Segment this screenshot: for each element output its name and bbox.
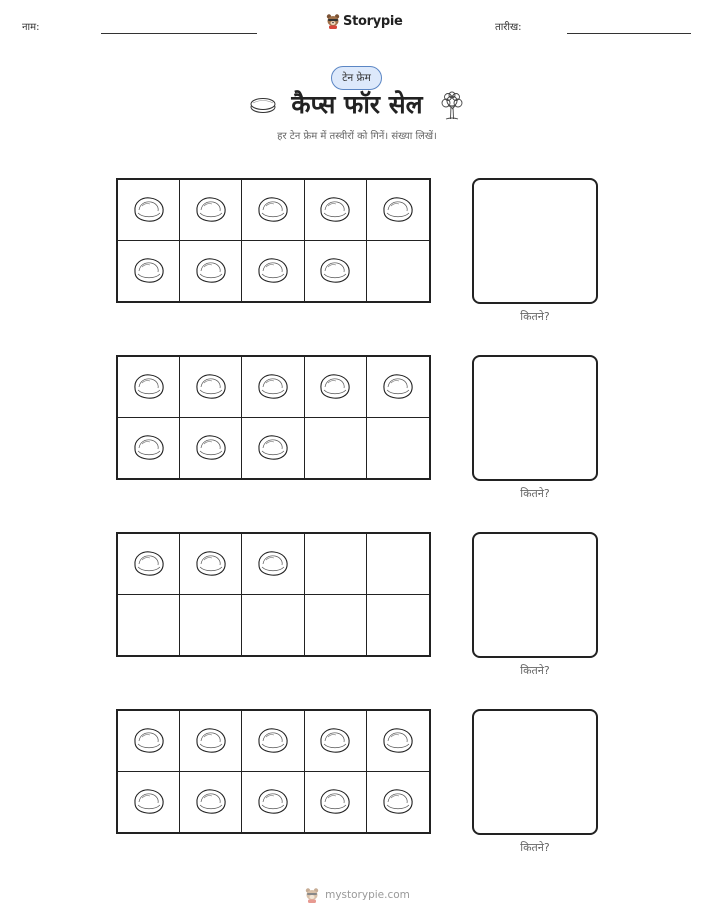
cap-illustration — [317, 786, 353, 818]
ten-frame-cell — [367, 180, 429, 241]
ten-frame-cell — [180, 357, 242, 418]
cap-illustration — [255, 371, 291, 403]
cap-illustration — [255, 255, 291, 287]
cap-illustration — [317, 255, 353, 287]
tree-icon — [436, 91, 468, 123]
ten-frame-cell — [242, 241, 304, 302]
cap-illustration — [193, 786, 229, 818]
ten-frame-4 — [116, 709, 431, 834]
ten-frame-cell — [242, 595, 304, 656]
ten-frame-cell — [305, 180, 367, 241]
cap-illustration — [131, 194, 167, 226]
ten-frame-cell — [242, 711, 304, 772]
brand-logo — [326, 13, 403, 29]
cap-illustration — [131, 432, 167, 464]
answer-box[interactable] — [472, 709, 598, 835]
date-label: तारीख: — [495, 22, 522, 33]
cap-illustration — [193, 255, 229, 287]
ten-frame-cell — [180, 534, 242, 595]
ten-frame-cell — [180, 418, 242, 479]
ten-frame-cell — [242, 180, 304, 241]
ten-frame-cell — [118, 241, 180, 302]
ten-frame-cell — [180, 241, 242, 302]
ten-frame-cell — [367, 418, 429, 479]
cap-illustration — [193, 548, 229, 580]
cap-illustration — [255, 194, 291, 226]
cap-illustration — [317, 194, 353, 226]
ten-frame-cell — [305, 241, 367, 302]
cap-illustration — [380, 725, 416, 757]
cap-illustration — [255, 725, 291, 757]
ten-frame-3 — [116, 532, 431, 657]
ten-frame-cell — [367, 534, 429, 595]
ten-frame-cell — [242, 357, 304, 418]
ten-frame-cell — [305, 418, 367, 479]
footer — [0, 887, 714, 903]
ten-frame-cell — [242, 772, 304, 833]
cap-illustration — [131, 786, 167, 818]
cap-illustration — [193, 194, 229, 226]
ten-frame-2 — [116, 355, 431, 480]
cap-illustration — [317, 371, 353, 403]
ten-frame-1 — [116, 178, 431, 303]
answer-label: कितने? — [520, 841, 550, 854]
brand-name: Storypie — [343, 13, 403, 29]
topic-badge: टेन फ्रेम — [331, 66, 382, 90]
ten-frame-cell — [118, 595, 180, 656]
cap-illustration — [193, 371, 229, 403]
ten-frame-cell — [367, 241, 429, 302]
ten-frame-cell — [118, 772, 180, 833]
ten-frame-cell — [180, 595, 242, 656]
answer-box[interactable] — [472, 178, 598, 304]
cap-illustration — [131, 371, 167, 403]
ten-frame-cell — [118, 534, 180, 595]
cap-illustration — [131, 548, 167, 580]
cap-illustration — [380, 786, 416, 818]
cap-illustration — [193, 725, 229, 757]
answer-label: कितने? — [520, 664, 550, 677]
bear-logo-icon — [304, 887, 320, 903]
cap-illustration — [380, 371, 416, 403]
cap-illustration — [131, 255, 167, 287]
ten-frame-cell — [367, 595, 429, 656]
ten-frame-cell — [305, 595, 367, 656]
instructions: हर टेन फ्रेम में तस्वीरों को गिनें। संख्या लिखें। — [277, 131, 437, 142]
cap-illustration — [193, 432, 229, 464]
cap-illustration — [317, 725, 353, 757]
ten-frame-cell — [118, 418, 180, 479]
worksheet-title: कैप्स फॉर सेल — [291, 90, 423, 119]
answer-label: कितने? — [520, 310, 550, 323]
cap-illustration — [255, 548, 291, 580]
ten-frame-cell — [305, 711, 367, 772]
ten-frame-cell — [118, 357, 180, 418]
cap-illustration — [255, 432, 291, 464]
answer-box[interactable] — [472, 355, 598, 481]
cap-illustration — [255, 786, 291, 818]
ten-frame-cell — [180, 180, 242, 241]
name-label: नाम: — [22, 22, 40, 33]
date-field-line[interactable] — [567, 33, 691, 34]
ten-frame-cell — [305, 534, 367, 595]
footer-url: mystorypie.com — [325, 889, 410, 901]
answer-label: कितने? — [520, 487, 550, 500]
name-field-line[interactable] — [101, 33, 257, 34]
ten-frame-cell — [118, 711, 180, 772]
ten-frame-cell — [367, 357, 429, 418]
ten-frame-cell — [305, 357, 367, 418]
answer-box[interactable] — [472, 532, 598, 658]
ten-frame-cell — [242, 534, 304, 595]
ten-frame-cell — [242, 418, 304, 479]
cap-illustration — [380, 194, 416, 226]
ten-frame-cell — [180, 772, 242, 833]
ten-frame-cell — [367, 711, 429, 772]
ten-frame-cell — [180, 711, 242, 772]
cap-illustration — [131, 725, 167, 757]
ten-frame-cell — [118, 180, 180, 241]
ten-frame-cell — [305, 772, 367, 833]
ten-frame-cell — [367, 772, 429, 833]
bear-logo-icon — [326, 13, 340, 29]
